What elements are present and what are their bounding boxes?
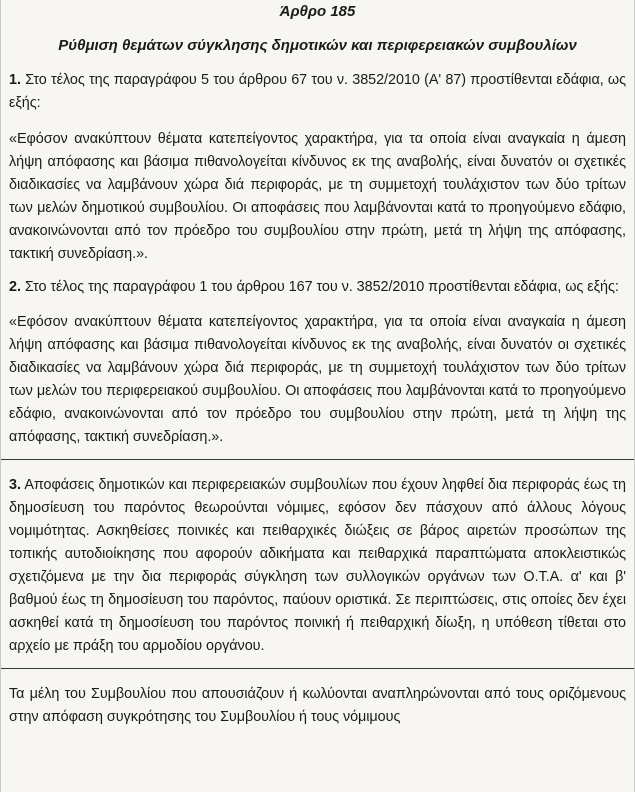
paragraph-2-text: Στο τέλος της παραγράφου 1 του άρθρου 167 του ν. 3852/2010 προστίθενται εδάφια, ως εξής: — [24, 279, 619, 295]
paragraph-2 — [9, 276, 626, 299]
paragraph-1 — [9, 69, 626, 115]
quoted-text-1: «Εφόσον ανακύπτουν θέματα κατεπείγοντος χαρακτήρα, για τα οποία είναι αναγκαία η άμεση λήψη απόφασης και βάσιμα πιθανολογείται κίνδυνος εκ της αναβολής, είναι δυνατόν οι σχετικές διαδικασίες να λαμβάνουν χώρα διά περιφοράς, με τη συμμετοχή τουλάχιστον των δύο τρίτων των μελών δημοτικού συμβουλίου. Οι αποφάσεις που λαμβάνονται κατά το προηγούμενο εδάφιο, ανακοινώνονται από τον πρόεδρο του συμβουλίου στην πρώτη, μετά τη λήψη της απόφασης, τακτική συνεδρίαση.». — [9, 131, 626, 262]
paragraph-4: Τα μέλη του Συμβουλίου που απουσιάζουν ή κωλύονται αναπληρώνονται από τους οριζόμενους στην απόφαση συγκρότησης του Συμβουλίου ή τους νόμιμους — [9, 686, 626, 725]
paragraph-3-text: Αποφάσεις δημοτικών και περιφερειακών συμβουλίων που έχουν ληφθεί δια περιφοράς έως τη δημοσίευση του παρόντος θεωρούνται νόμιμες, εφόσον δεν πάσχουν από άλλους λόγους νομιμότητας. Ασκηθείσες ποινικές και πειθαρχικές διώξεις σε βάρος αιρετών προσώπων της τοπικής αυτοδιοίκησης που αφορούν αδικήματα και πειθαρχικά παραπτώματα αποκλειστικώς σχετιζόμενα με την δια περιφοράς σύγκληση των συλλογικών οργάνων των Ο.Τ.Α. α' και β' βαθμού έως τη δημοσίευση του παρόντος, παύουν οριστικά. Σε περιπτώσεις, στις οποίες δεν έχει ασκηθεί κατά τη δημοσίευση του παρόντος ποινική ή πειθαρχική δίωξη, η υπόθεση τίθεται στο αρχείο με πράξη του αρμοδίου οργάνου. — [9, 477, 626, 654]
section-divider — [1, 459, 634, 460]
paragraph-1-text: Στο τέλος της παραγράφου 5 του άρθρου 67 του ν. 3852/2010 (Α' 87) προστίθενται εδάφια, ως εξής: — [9, 72, 626, 111]
paragraph-3 — [9, 474, 626, 658]
article-subtitle: Ρύθμιση θεμάτων σύγκλησης δημοτικών και περιφερειακών συμβουλίων — [58, 37, 577, 54]
paragraph-1-number: 1. — [9, 72, 21, 88]
section-divider — [1, 668, 634, 669]
article-title: Άρθρο 185 — [279, 3, 356, 20]
quoted-text-2: «Εφόσον ανακύπτουν θέματα κατεπείγοντος χαρακτήρα, για τα οποία είναι αναγκαία η άμεση λήψη απόφασης και βάσιμα πιθανολογείται κίνδυνος εκ της αναβολής, είναι δυνατόν οι σχετικές διαδικασίες να λαμβάνουν χώρα διά περιφοράς, με τη συμμετοχή τουλάχιστον των δύο τρίτων των μελών του περιφερειακού συμβουλίου. Οι αποφάσεις που λαμβάνονται κατά το προηγούμενο εδάφιο, ανακοινώνονται από τον πρόεδρο του συμβουλίου στην πρώτη, μετά τη λήψη της απόφασης, τακτική συνεδρίαση.». — [9, 314, 626, 445]
paragraph-3-number: 3. — [9, 477, 21, 493]
paragraph-2-number: 2. — [9, 279, 21, 295]
